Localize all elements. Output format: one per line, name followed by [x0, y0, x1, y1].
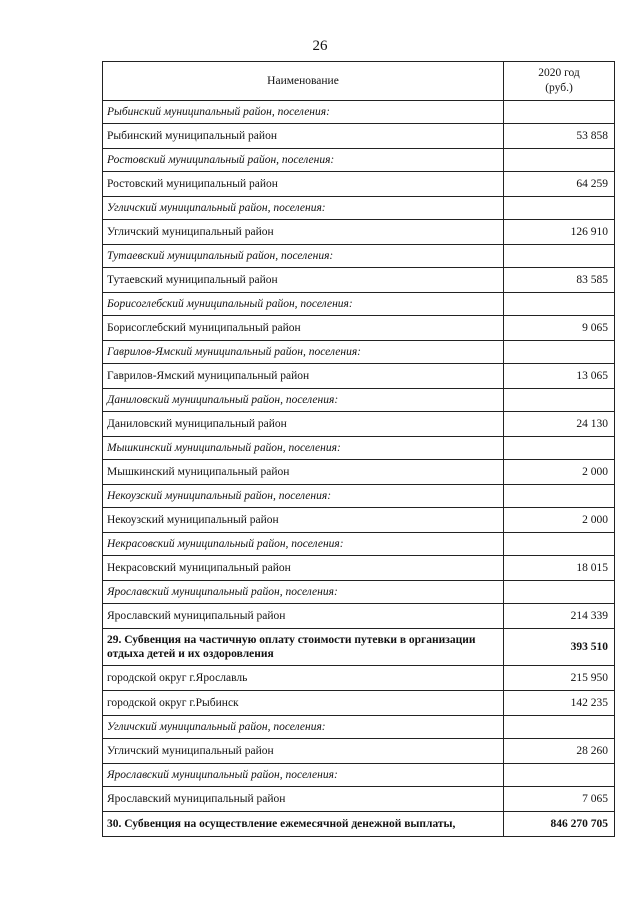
table-header-row — [103, 62, 615, 101]
row-name: Угличский муниципальный район, поселения: — [103, 716, 504, 739]
table-row — [103, 412, 615, 437]
row-value — [504, 716, 615, 739]
row-name: Мышкинский муниципальный район — [103, 460, 504, 485]
budget-table — [102, 61, 615, 837]
table-row — [103, 220, 615, 245]
row-value: 9 065 — [504, 316, 615, 341]
row-name: Рыбинский муниципальный район — [103, 124, 504, 149]
table-row — [103, 604, 615, 629]
row-value: 83 585 — [504, 268, 615, 293]
header-name: Наименование — [103, 62, 504, 101]
row-name: Угличский муниципальный район — [103, 739, 504, 764]
table-row — [103, 787, 615, 812]
row-value: 7 065 — [504, 787, 615, 812]
row-value — [504, 197, 615, 220]
table-row — [103, 268, 615, 293]
row-value: 214 339 — [504, 604, 615, 629]
row-value — [504, 245, 615, 268]
row-name: Рыбинский муниципальный район, поселения: — [103, 101, 504, 124]
header-unit-label: (руб.) — [545, 82, 573, 94]
row-name: Ярославский муниципальный район, поселения: — [103, 764, 504, 787]
group-row — [103, 293, 615, 316]
row-value: 13 065 — [504, 364, 615, 389]
row-name: Борисоглебский муниципальный район — [103, 316, 504, 341]
table-row — [103, 666, 615, 691]
group-row — [103, 533, 615, 556]
group-row — [103, 485, 615, 508]
row-name: Угличский муниципальный район, поселения: — [103, 197, 504, 220]
table-row — [103, 172, 615, 197]
section-name: 30. Субвенция на осуществление ежемесячной денежной выплаты, — [103, 812, 504, 837]
table-row — [103, 460, 615, 485]
group-row — [103, 245, 615, 268]
group-row — [103, 197, 615, 220]
section-name: 29. Субвенция на частичную оплату стоимости путевки в организации отдыха детей и их оздоровления — [103, 629, 504, 666]
row-value — [504, 389, 615, 412]
page-number: 26 — [312, 38, 328, 54]
row-value — [504, 341, 615, 364]
table-row — [103, 508, 615, 533]
row-name: Гаврилов-Ямский муниципальный район — [103, 364, 504, 389]
row-name: Некоузский муниципальный район, поселения: — [103, 485, 504, 508]
row-value — [504, 764, 615, 787]
group-row — [103, 581, 615, 604]
row-value: 18 015 — [504, 556, 615, 581]
row-name: городской округ г.Ярославль — [103, 666, 504, 691]
group-row — [103, 389, 615, 412]
table-row — [103, 316, 615, 341]
row-value — [504, 581, 615, 604]
row-name: Ростовский муниципальный район, поселения: — [103, 149, 504, 172]
table-row — [103, 364, 615, 389]
row-value: 64 259 — [504, 172, 615, 197]
row-value: 53 858 — [504, 124, 615, 149]
row-name: Ростовский муниципальный район — [103, 172, 504, 197]
table-row — [103, 124, 615, 149]
row-value — [504, 437, 615, 460]
header-year — [504, 62, 615, 101]
row-name: Тутаевский муниципальный район, поселения: — [103, 245, 504, 268]
row-value: 126 910 — [504, 220, 615, 245]
row-value — [504, 149, 615, 172]
group-row — [103, 437, 615, 460]
group-row — [103, 101, 615, 124]
row-name: Борисоглебский муниципальный район, поселения: — [103, 293, 504, 316]
row-value: 142 235 — [504, 691, 615, 716]
row-value — [504, 533, 615, 556]
row-name: Ярославский муниципальный район — [103, 787, 504, 812]
row-value: 2 000 — [504, 460, 615, 485]
section-total: 846 270 705 — [504, 812, 615, 837]
row-name: Гаврилов-Ямский муниципальный район, поселения: — [103, 341, 504, 364]
group-row — [103, 341, 615, 364]
row-name: городской округ г.Рыбинск — [103, 691, 504, 716]
section-total: 393 510 — [504, 629, 615, 666]
table-row — [103, 691, 615, 716]
row-value — [504, 293, 615, 316]
section-row — [103, 812, 615, 837]
row-value: 24 130 — [504, 412, 615, 437]
row-value — [504, 485, 615, 508]
row-name: Некоузский муниципальный район — [103, 508, 504, 533]
row-name: Даниловский муниципальный район, поселения: — [103, 389, 504, 412]
table-row — [103, 739, 615, 764]
row-value: 28 260 — [504, 739, 615, 764]
row-name: Даниловский муниципальный район — [103, 412, 504, 437]
table-body — [103, 101, 615, 837]
group-row — [103, 149, 615, 172]
row-value: 2 000 — [504, 508, 615, 533]
group-row — [103, 764, 615, 787]
row-value: 215 950 — [504, 666, 615, 691]
row-name: Мышкинский муниципальный район, поселения: — [103, 437, 504, 460]
row-name: Ярославский муниципальный район — [103, 604, 504, 629]
row-name: Ярославский муниципальный район, поселения: — [103, 581, 504, 604]
row-name: Тутаевский муниципальный район — [103, 268, 504, 293]
group-row — [103, 716, 615, 739]
row-name: Некрасовский муниципальный район, поселения: — [103, 533, 504, 556]
table-row — [103, 556, 615, 581]
header-year-label: 2020 год — [538, 67, 580, 79]
row-value — [504, 101, 615, 124]
section-row — [103, 629, 615, 666]
row-name: Некрасовский муниципальный район — [103, 556, 504, 581]
row-name: Угличский муниципальный район — [103, 220, 504, 245]
